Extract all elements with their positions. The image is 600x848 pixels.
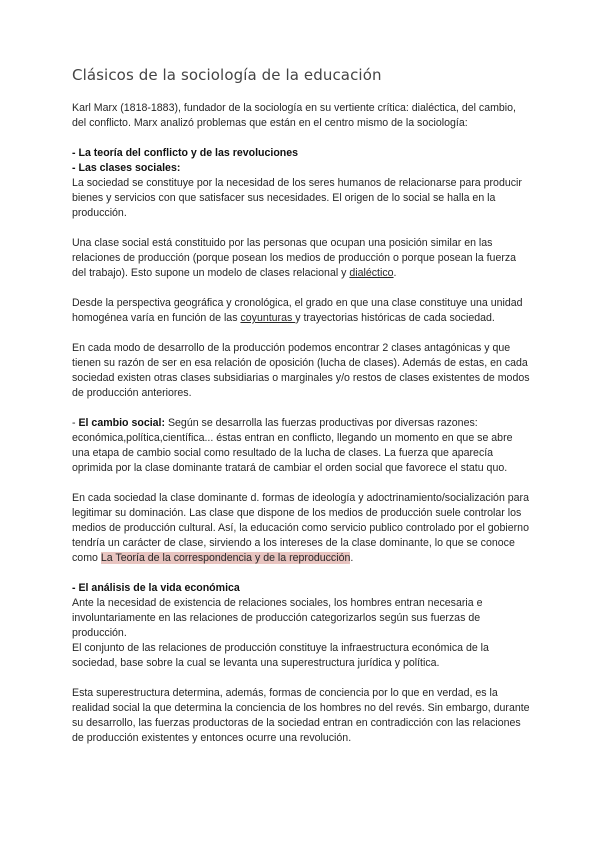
paragraph-society: La sociedad se constituye por la necesidad de los seres humanos de relacionarse para producir bienes y servicios con que satisfacer sus necesidades. El origen de lo social se halla en la producción. [72, 177, 522, 219]
link-dialectico[interactable]: dialéctico [349, 267, 394, 279]
heading-conflict: - La teoría del conflicto y de las revoluciones [72, 147, 299, 159]
highlight-theory: La Teoría de la correspondencia y de la reproducción [100, 552, 351, 564]
paragraph-perspective: Desde la perspectiva geográfica y cronológica, el grado en que una clase constituye una unidad homogénea varía en función de las coyunturas y trayectorias históricas de cada sociedad. [72, 297, 523, 324]
paragraph-social-class: Una clase social está constituido por las personas que ocupan una posición similar en las relaciones de producción (porque posean los medios de producción o porque posean la fuerza del trabajo). Esto supone un modelo de clases relacional y dialéctico. [72, 237, 517, 279]
document-body [72, 101, 532, 761]
heading-social-classes: - Las clases sociales: [72, 162, 181, 174]
intro-paragraph: Karl Marx (1818-1883), fundador de la sociología en su vertiente crítica: dialéctica, del cambio, del conflicto. Marx analizó problemas que están en el centro mismo de la sociología: [72, 102, 516, 129]
heading-economic-life: - El análisis de la vida económica [72, 582, 240, 594]
paragraph-infrastructure: El conjunto de las relaciones de producción constituye la infraestructura económica de la sociedad, base sobre la cual se levanta una superestructura jurídica y política. [72, 642, 489, 669]
link-coyunturas[interactable]: coyunturas [240, 312, 296, 324]
paragraph-social-change: - El cambio social: Según se desarrolla las fuerzas productivas por diversas razones: económica,política,científica... éstas entran en conflicto, llegando un momento en que se abre una etapa de cambio social como resultado de la lucha de clases. La fuerza que aparecía oprimida por la clase dominante tratará de cambiar el orden social que favorece el statu quo. [72, 417, 513, 474]
paragraph-social-relations: Ante la necesidad de existencia de relaciones sociales, los hombres entran necesaria e involuntariamente en las relaciones de producción categorizarlos según sus fuerzas de producción. [72, 597, 483, 639]
heading-social-change: El cambio social: [78, 417, 166, 429]
paragraph-antagonistic-classes: En cada modo de desarrollo de la producción podemos encontrar 2 clases antagónicas y que tienen su razón de ser en esa relación de oposición (lucha de clases). Además de estas, en cada sociedad existen otras clases subsidiarias o marginales y/o restos de clases existentes de modos de producción anteriores. [72, 342, 530, 399]
paragraph-ideology: En cada sociedad la clase dominante d. formas de ideología y adoctrinamiento/socialización para legitimar su dominación. Las clase que dispone de los medios de producción suele controlar los medios de producción cultural. Así, la educación como servicio publico controlado por el gobierno tendría un carácter de clase, sirviendo a los intereses de la clase dominante, lo que se conoce como La Teoría de la correspondencia y de la reproducción. [72, 492, 529, 564]
page-title: Clásicos de la sociología de la educación [72, 66, 382, 84]
paragraph-superstructure: Esta superestructura determina, además, formas de conciencia por lo que en verdad, es la realidad social la que determina la conciencia de los hombres no del revés. Sin embargo, durante su desarrollo, las fuerzas productoras de la sociedad entran en contradicción con las relaciones de producción existentes y entonces ocurre una revolución. [72, 687, 530, 744]
